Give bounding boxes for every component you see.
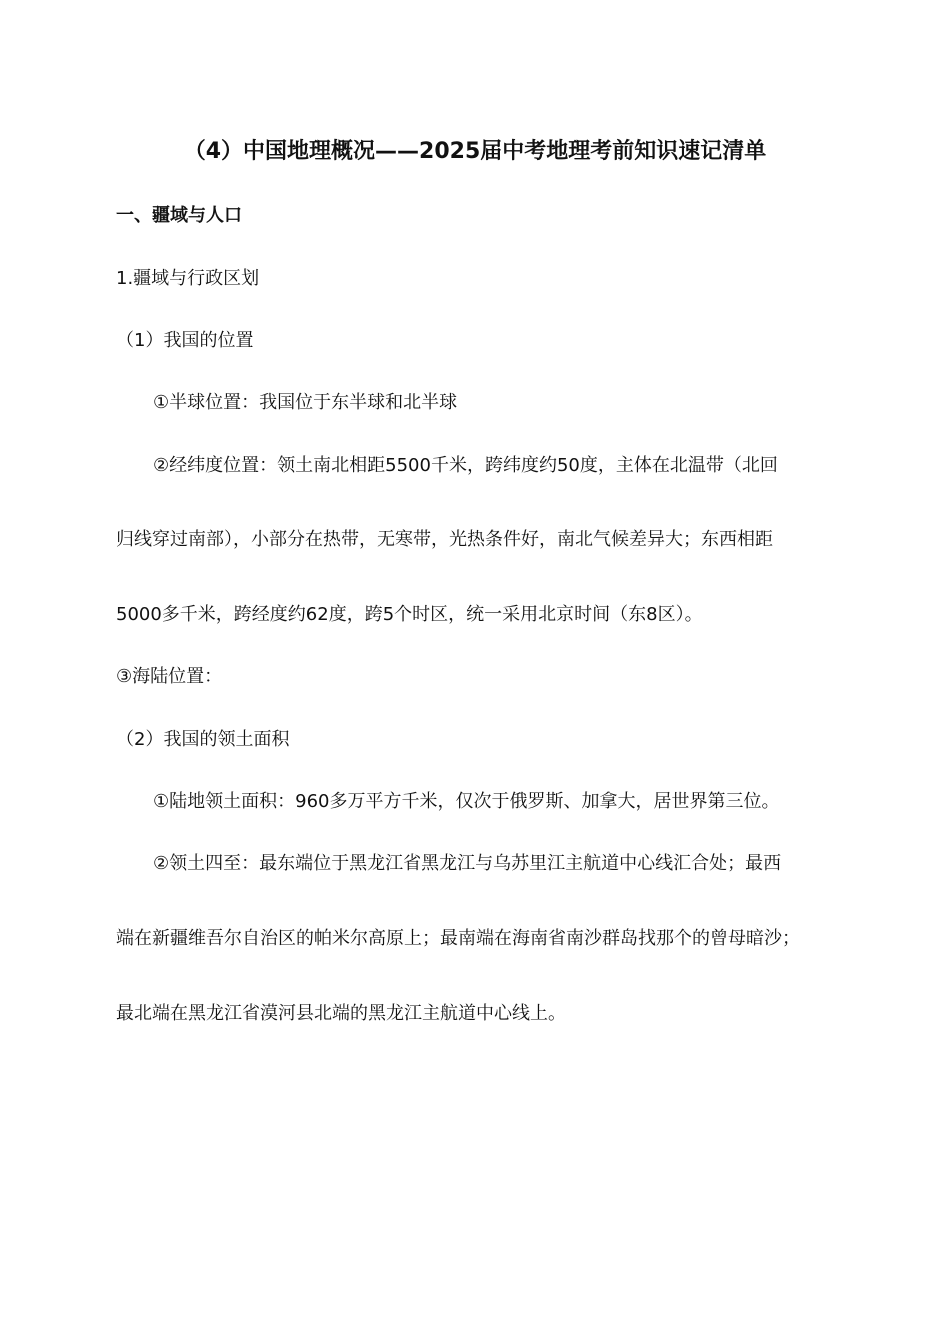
item-heading-territory-area: （2）我国的领土面积 xyxy=(116,729,290,750)
subsection-heading-territory-administration: 1.疆域与行政区划 xyxy=(116,268,260,289)
latitude-longitude-text-line-3: 5000多千米，跨经度约62度，跨5个时区，统一采用北京时间（东8区）。 xyxy=(116,604,703,625)
latitude-longitude-text-line-1: ②经纬度位置：领土南北相距5500千米，跨纬度约50度，主体在北温带（北回 xyxy=(153,455,778,476)
section-heading-territory-population: 一、疆域与人口 xyxy=(116,205,242,226)
territory-extremes-text-line-2: 端在新疆维吾尔自治区的帕米尔高原上；最南端在海南省南沙群岛找那个的曾母暗沙； xyxy=(116,928,800,949)
item-heading-location: （1）我国的位置 xyxy=(116,330,254,351)
land-area-text: ①陆地领土面积：960多万平方千米，仅次于俄罗斯、加拿大，居世界第三位。 xyxy=(153,791,780,812)
territory-extremes-text-line-1: ②领土四至：最东端位于黑龙江省黑龙江与乌苏里江主航道中心线汇合处；最西 xyxy=(153,853,782,874)
latitude-longitude-text-line-2: 归线穿过南部），小部分在热带，无寒带，光热条件好，南北气候差异大；东西相距 xyxy=(116,529,773,550)
territory-extremes-text-line-3: 最北端在黑龙江省漠河县北端的黑龙江主航道中心线上。 xyxy=(116,1003,566,1024)
document-title: （4）中国地理概况——2025届中考地理考前知识速记清单 xyxy=(183,139,767,164)
hemisphere-location-text: ①半球位置：我国位于东半球和北半球 xyxy=(153,392,458,413)
land-sea-location-text: ③海陆位置： xyxy=(116,666,223,687)
